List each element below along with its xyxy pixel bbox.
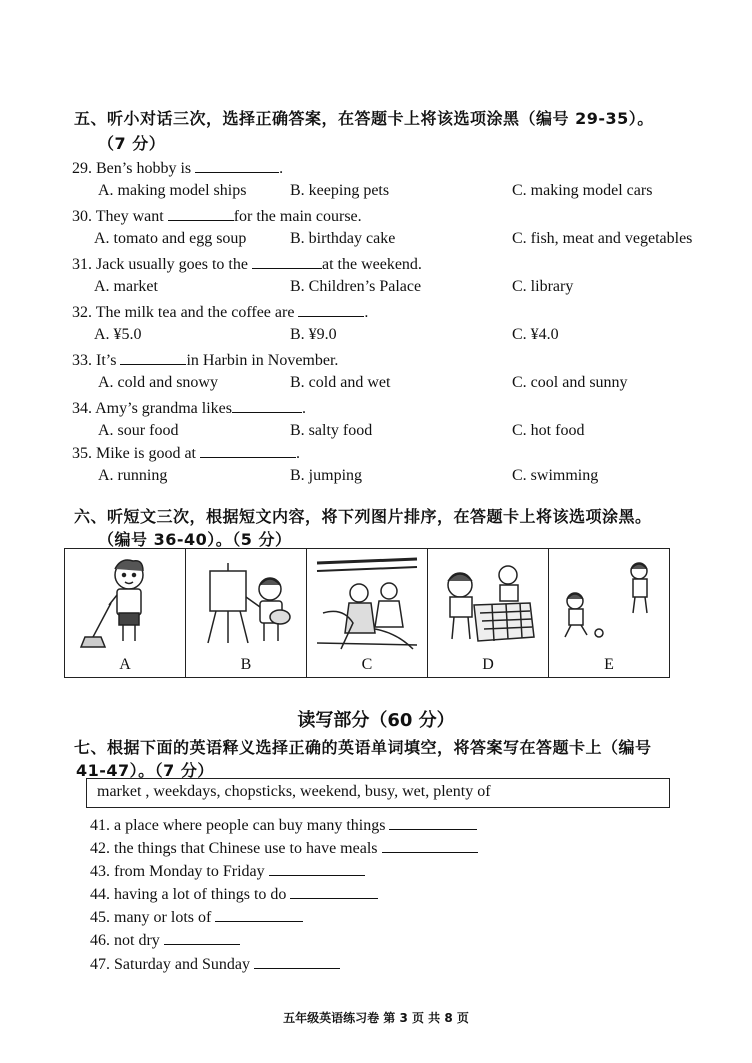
definition-item: 46. not dry [90, 930, 240, 950]
option-c: C. fish, meat and vegetables [512, 230, 693, 247]
option-b: B. Children’s Palace [290, 278, 422, 295]
option-b: B. ¥9.0 [290, 326, 337, 343]
option-b: B. keeping pets [290, 182, 390, 199]
section7-points: 41-47）。（7 分） [76, 761, 214, 780]
option-a: A. ¥5.0 [94, 326, 142, 343]
option-a: A. sour food [98, 422, 179, 439]
definition-item: 42. the things that Chinese use to have meals [90, 838, 478, 858]
picture-label: D [482, 656, 494, 673]
option-c: C. cool and sunny [512, 374, 628, 391]
section6-points: （编号 36-40）。（5 分） [98, 530, 292, 549]
definition-item: 44. having a lot of things to do [90, 884, 378, 904]
option-a: A. tomato and egg soup [94, 230, 247, 247]
question-stem: 35. Mike is good at . [72, 445, 300, 462]
option-a: A. making model ships [98, 182, 247, 199]
definition-item: 41. a place where people can buy many things [90, 815, 477, 835]
option-b: B. birthday cake [290, 230, 396, 247]
option-b: B. salty food [290, 422, 373, 439]
kids-shopping-icon [434, 553, 544, 653]
word-bank: market , weekdays, chopsticks, weekend, busy, wet, plenty of [86, 778, 670, 808]
picture-cell-d [428, 549, 549, 677]
boy-sweeping-icon [71, 553, 181, 653]
option-a: A. running [98, 467, 168, 484]
question-stem: 34. Amy’s grandma likes . [72, 400, 306, 417]
option-c: C. library [512, 278, 574, 295]
child-painting-icon [192, 553, 302, 653]
section7-title: 七、根据下面的英语释义选择正确的英语单词填空，将答案写在答题卡上（编号 [74, 738, 652, 757]
option-c: C. ¥4.0 [512, 326, 559, 343]
question-stem: 30. They want for the main course. [72, 208, 362, 225]
picture-label: E [604, 656, 614, 673]
picture-label: C [361, 656, 373, 673]
question-stem: 31. Jack usually goes to the at the weekend. [72, 256, 422, 273]
picture-label: A [119, 656, 131, 673]
option-b: B. cold and wet [290, 374, 391, 391]
section6-title: 六、听短文三次，根据短文内容，将下列图片排序，在答题卡上将该选项涂黑。 [74, 507, 652, 526]
people-at-cinema-icon [313, 553, 423, 653]
page-footer: 五年级英语练习卷 第 3 页 共 8 页 [283, 1011, 469, 1025]
definition-item: 47. Saturday and Sunday [90, 954, 340, 974]
option-b: B. jumping [290, 467, 363, 484]
picture-label: B [240, 656, 252, 673]
kids-playing-ball-icon [555, 553, 665, 653]
picture-cell-a [65, 549, 186, 677]
option-c: C. swimming [512, 467, 599, 484]
picture-cell-b [186, 549, 307, 677]
definition-item: 45. many or lots of [90, 907, 303, 927]
option-c: C. making model cars [512, 182, 653, 199]
option-a: A. market [94, 278, 158, 295]
question-stem: 29. Ben’s hobby is . [72, 160, 284, 177]
section5-title: 五、听小对话三次，选择正确答案，在答题卡上将该选项涂黑（编号 29-35）。 [74, 109, 654, 128]
option-c: C. hot food [512, 422, 585, 439]
question-stem: 33. It’s in Harbin in November. [72, 352, 339, 369]
picture-cell-c [307, 549, 428, 677]
section5-points: （7 分） [98, 134, 166, 153]
definition-item: 43. from Monday to Friday [90, 861, 365, 881]
question-stem: 32. The milk tea and the coffee are . [72, 304, 369, 321]
picture-row [64, 548, 670, 678]
part-title: 读写部分（60 分） [297, 710, 455, 731]
picture-cell-e [549, 549, 669, 677]
option-a: A. cold and snowy [98, 374, 218, 391]
